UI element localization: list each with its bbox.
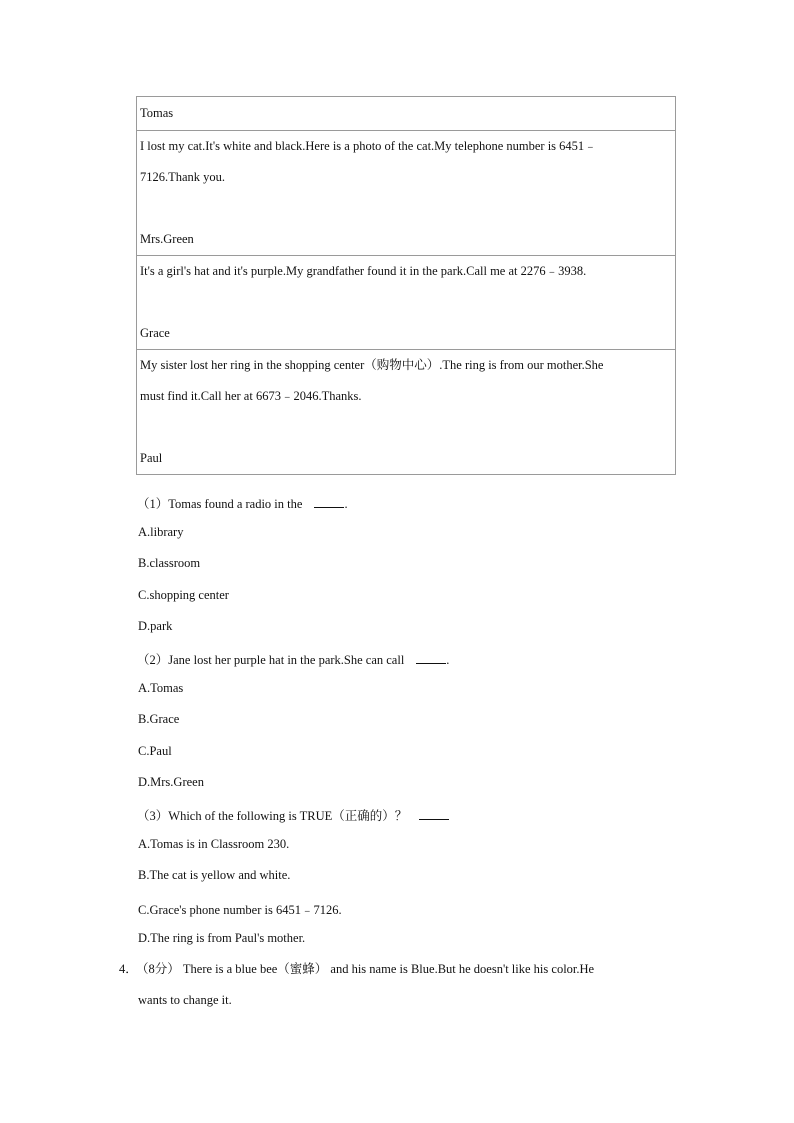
option: A.Tomas is in Classroom 230.	[138, 837, 290, 851]
option: D.park	[138, 619, 173, 633]
notices-table	[136, 96, 676, 475]
option: A.library	[138, 525, 184, 539]
notice-signature: Grace	[140, 326, 170, 340]
notice-text: My sister lost her ring in the shopping center（购物中心）.The ring is from our mother.She	[140, 358, 604, 372]
question-4	[119, 954, 675, 1016]
question-stem: （3）Which of the following is TRUE（正确的）？	[137, 806, 449, 824]
option: C.shopping center	[138, 588, 229, 602]
table-row	[137, 97, 676, 131]
answer-blank	[419, 809, 449, 820]
table-row	[137, 256, 676, 350]
answer-blank	[416, 653, 446, 664]
option: D.Mrs.Green	[138, 775, 204, 789]
question-stem: （2）Jane lost her purple hat in the park.She can call .	[137, 653, 450, 667]
notice-text: It's a girl's hat and it's purple.My grandfather found it in the park.Call me at 2276﹣3938.	[140, 264, 587, 278]
option: B.The cat is yellow and white.	[138, 868, 291, 882]
notice-signature: Paul	[140, 451, 163, 465]
option: C.Grace's phone number is 6451﹣7126.	[138, 903, 342, 917]
question-stem: （1）Tomas found a radio in the .	[137, 497, 348, 511]
notice-text: I lost my cat.It's white and black.Here is a photo of the cat.My telephone number is 6451﹣	[140, 139, 597, 153]
question-4-line: 4．（8分） There is a blue bee（蜜蜂） and his name is Blue.But he doesn't like his color.He	[119, 962, 595, 976]
question-4-line: wants to change it.	[138, 993, 232, 1007]
table-row	[137, 131, 676, 256]
notice-text: 7126.Thank you.	[140, 170, 226, 184]
answer-blank	[314, 497, 344, 508]
option: D.The ring is from Paul's mother.	[138, 931, 306, 945]
option: A.Tomas	[138, 681, 184, 695]
notice-signature: Tomas	[140, 106, 174, 120]
option: B.Grace	[138, 712, 180, 726]
notice-signature: Mrs.Green	[140, 232, 194, 246]
option: B.classroom	[138, 556, 201, 570]
table-row	[137, 350, 676, 475]
notice-text: must find it.Call her at 6673﹣2046.Thanks.	[140, 389, 362, 403]
option: C.Paul	[138, 744, 172, 758]
